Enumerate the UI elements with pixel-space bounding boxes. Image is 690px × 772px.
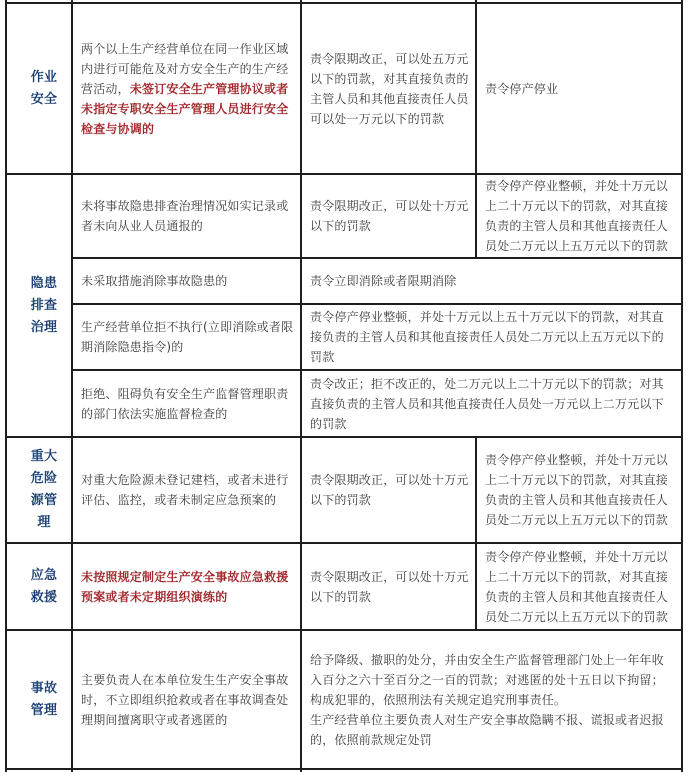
penalty-text: 责令限期改正，可以处五万元以下的罚款，对其直接负责的主管人员和其他直接责任人员可以处一万元以下的罚款 <box>310 51 469 126</box>
penalty-text: 责令限期改正，可以处十万元以下的罚款 <box>310 199 469 233</box>
condition-cell <box>73 4 300 173</box>
escalation-cell <box>477 175 681 257</box>
penalty-table <box>5 0 683 772</box>
category-cell <box>25 438 63 542</box>
escalation-text: 责令停产停业整顿，并处十万元以上二十万元以下的罚款，对其直接负责的主管人员和其他直接责任人员处二万元以上五万元以下的罚款 <box>485 549 669 624</box>
penalty-cell <box>302 259 681 303</box>
penalty-cell <box>302 305 681 369</box>
category-label: 应急救援 <box>30 567 58 605</box>
escalation-text: 责令停产停业整顿，并处十万元以上二十万元以下的罚款，对其直接负责的主管人员和其他直接责任人员处二万元以上五万元以下的罚款 <box>485 453 669 527</box>
condition-cell <box>73 305 300 369</box>
table-border <box>5 768 683 770</box>
table-border <box>5 0 7 772</box>
escalation-cell <box>477 4 681 173</box>
condition-cell <box>73 438 300 542</box>
category-cell <box>25 544 63 629</box>
condition-text: 未采取措施消除事故隐患的 <box>81 274 228 288</box>
category-cell <box>25 4 63 173</box>
condition-text: 主要负责人在本单位发生生产安全事故时，不立即组织抢救或者在事故调查处理期间擅离职守或者逃匿的 <box>81 672 289 727</box>
condition-text: 拒绝、阻碍负有安全生产监督管理职责的部门依法实施监督检查的 <box>81 386 289 421</box>
escalation-cell <box>477 544 681 629</box>
penalty-cell <box>302 371 681 436</box>
condition-text: 两个以上生产经营单位在同一作业区域内进行可能危及对方安全生产的生产经营活动，未签订安全生产管理协议或者未指定专职安全生产管理人员进行安全检查与协调的 <box>81 41 289 136</box>
condition-cell <box>73 631 300 768</box>
condition-text: 未按照规定制定生产安全事故应急救援预案或者未定期组织演练的 <box>81 569 289 604</box>
table-border <box>681 0 683 772</box>
category-cell <box>25 631 63 768</box>
condition-text: 未将事故隐患排查治理情况如实记录或者未向从业人员通报的 <box>81 199 289 233</box>
penalty-cell <box>302 544 475 629</box>
category-cell <box>25 175 63 436</box>
category-label: 重大危险源管理 <box>30 449 58 530</box>
condition-cell <box>73 544 300 629</box>
condition-cell <box>73 259 300 303</box>
penalty-text: 责令改正；拒不改正的，处二万元以上二十万元以下的罚款；对其直接负责的主管人员和其他直接责任人员处一万元以上二万元以下的罚款 <box>310 376 664 431</box>
penalty-text: 责令立即消除或者限期消除 <box>310 274 457 288</box>
penalty-cell <box>302 4 475 173</box>
penalty-cell <box>302 438 475 542</box>
condition-text: 对重大危险源未登记建档，或者未进行评估、监控，或者未制定应急预案的 <box>81 473 289 507</box>
category-label: 事故管理 <box>30 680 58 718</box>
penalty-text: 责令停产停业整顿，并处十万元以上五十万元以下的罚款，对其直接负责的主管人员和其他直接责任人员处二万元以上五万元以下的罚款 <box>310 310 664 364</box>
escalation-text: 责令停产停业整顿，并处十万元以上二十万元以下的罚款，对其直接负责的主管人员和其他直接责任人员处二万元以上五万元以下的罚款 <box>485 179 669 253</box>
category-label: 作业安全 <box>30 69 58 107</box>
condition-cell <box>73 371 300 436</box>
escalation-cell <box>477 438 681 542</box>
condition-cell <box>73 175 300 257</box>
penalty-text: 责令限期改正，可以处十万元以下的罚款 <box>310 569 469 604</box>
penalty-text: 责令限期改正，可以处十万元以下的罚款 <box>310 473 469 507</box>
penalty-text: 给予降级、撤职的处分，并由安全生产监督管理部门处上一年年收入百分之六十至百分之一百的罚款；对逃匿的处十五日以下拘留；构成犯罪的，依照刑法有关规定追究刑事责任。 <box>310 652 664 707</box>
category-label: 隐患排查治理 <box>30 275 58 335</box>
escalation-text: 责令停产停业 <box>485 81 559 96</box>
penalty-text-secondary: 生产经营单位主要负责人对生产安全事故隐瞒不报、谎报或者迟报的，依照前款规定处罚 <box>310 712 664 747</box>
penalty-cell <box>302 175 475 257</box>
condition-text: 生产经营单位拒不执行(立即消除或者限期消除隐患指令)的 <box>81 320 294 354</box>
penalty-cell <box>302 631 681 768</box>
